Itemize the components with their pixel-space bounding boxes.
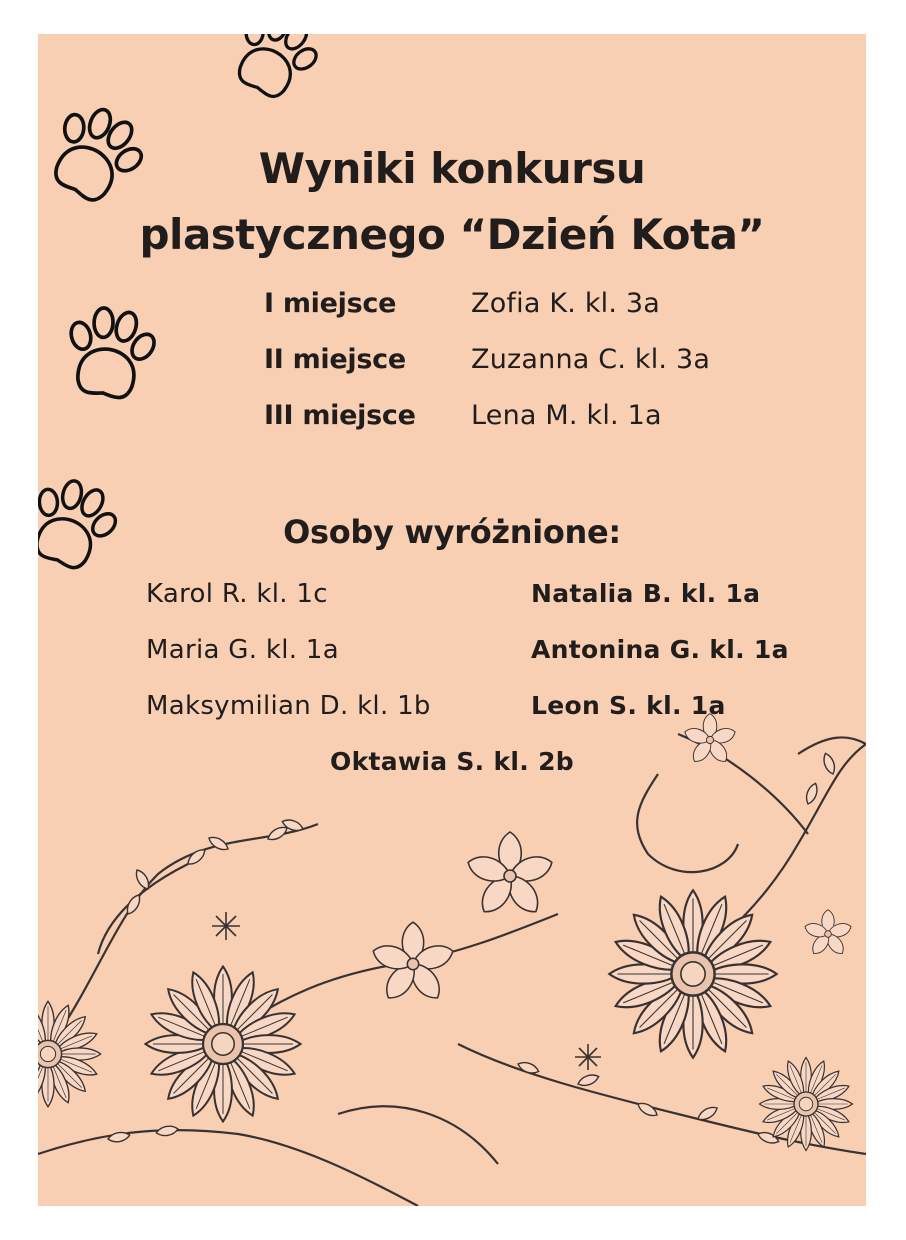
place-row-3 xyxy=(264,396,764,436)
honorable-name: Antonina G. kl. 1a xyxy=(531,635,789,664)
honorable-name: Maria G. kl. 1a xyxy=(146,635,339,665)
place-winner: Zofia K. kl. 3a xyxy=(471,288,661,319)
place-winner: Zuzanna C. kl. 3a xyxy=(471,344,711,375)
honorable-name: Natalia B. kl. 1a xyxy=(531,579,761,608)
poster xyxy=(38,34,866,1206)
title-line-2: plastycznego “Dzień Kota” xyxy=(139,210,765,259)
place-row-1 xyxy=(264,284,764,324)
place-winner: Lena M. kl. 1a xyxy=(471,400,662,431)
honorable-name: Maksymilian D. kl. 1b xyxy=(146,691,431,721)
honorable-heading: Osoby wyróżnione: xyxy=(283,513,621,551)
title-line-1: Wyniki konkursu xyxy=(258,144,646,193)
honorable-name: Leon S. kl. 1a xyxy=(531,691,726,720)
place-label: II miejsce xyxy=(264,344,406,375)
honorable-name-center: Oktawia S. kl. 2b xyxy=(330,747,574,776)
honorable-name: Karol R. kl. 1c xyxy=(146,579,328,609)
place-row-2 xyxy=(264,340,764,380)
place-label: I miejsce xyxy=(264,288,397,319)
place-label: III miejsce xyxy=(264,400,416,431)
page-title xyxy=(38,136,866,268)
